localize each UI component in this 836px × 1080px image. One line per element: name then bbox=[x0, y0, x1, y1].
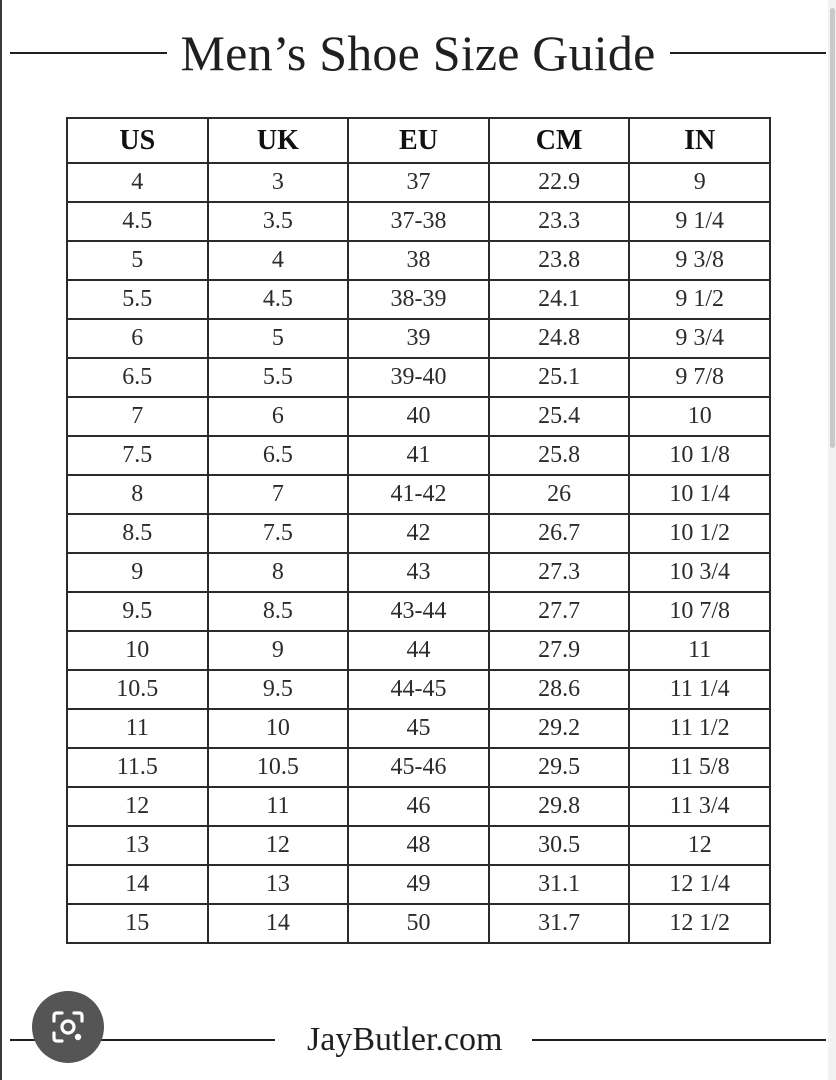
cell-in: 12 1/2 bbox=[629, 904, 770, 943]
cell-cm: 26.7 bbox=[489, 514, 630, 553]
cell-in: 12 bbox=[629, 826, 770, 865]
cell-cm: 23.8 bbox=[489, 241, 630, 280]
cell-eu: 46 bbox=[348, 787, 489, 826]
cell-eu: 42 bbox=[348, 514, 489, 553]
cell-uk: 7 bbox=[208, 475, 349, 514]
cell-uk: 9 bbox=[208, 631, 349, 670]
table-row bbox=[67, 670, 770, 709]
cell-cm: 25.1 bbox=[489, 358, 630, 397]
cell-cm: 29.5 bbox=[489, 748, 630, 787]
cell-us: 5 bbox=[67, 241, 208, 280]
cell-uk: 8.5 bbox=[208, 592, 349, 631]
table-body bbox=[67, 163, 770, 943]
cell-in: 9 3/8 bbox=[629, 241, 770, 280]
cell-in: 11 1/4 bbox=[629, 670, 770, 709]
cell-in: 11 5/8 bbox=[629, 748, 770, 787]
page-border bbox=[0, 0, 2, 1080]
cell-us: 10.5 bbox=[67, 670, 208, 709]
cell-eu: 38 bbox=[348, 241, 489, 280]
cell-in: 9 7/8 bbox=[629, 358, 770, 397]
cell-cm: 29.2 bbox=[489, 709, 630, 748]
cell-us: 12 bbox=[67, 787, 208, 826]
cell-cm: 31.7 bbox=[489, 904, 630, 943]
cell-us: 11.5 bbox=[67, 748, 208, 787]
cell-uk: 3.5 bbox=[208, 202, 349, 241]
size-table bbox=[66, 117, 771, 944]
cell-in: 9 3/4 bbox=[629, 319, 770, 358]
cell-cm: 24.1 bbox=[489, 280, 630, 319]
cell-uk: 4 bbox=[208, 241, 349, 280]
cell-in: 10 1/4 bbox=[629, 475, 770, 514]
cell-eu: 48 bbox=[348, 826, 489, 865]
cell-us: 7 bbox=[67, 397, 208, 436]
table-row bbox=[67, 280, 770, 319]
table-row bbox=[67, 202, 770, 241]
cell-eu: 40 bbox=[348, 397, 489, 436]
cell-uk: 14 bbox=[208, 904, 349, 943]
visual-search-lens-icon bbox=[48, 1007, 88, 1047]
cell-in: 9 bbox=[629, 163, 770, 202]
cell-in: 10 bbox=[629, 397, 770, 436]
title-row bbox=[10, 20, 826, 86]
table-row bbox=[67, 631, 770, 670]
cell-us: 13 bbox=[67, 826, 208, 865]
cell-eu: 41 bbox=[348, 436, 489, 475]
table-row bbox=[67, 826, 770, 865]
cell-cm: 30.5 bbox=[489, 826, 630, 865]
cell-cm: 23.3 bbox=[489, 202, 630, 241]
cell-cm: 31.1 bbox=[489, 865, 630, 904]
cell-eu: 44-45 bbox=[348, 670, 489, 709]
cell-uk: 6 bbox=[208, 397, 349, 436]
cell-uk: 7.5 bbox=[208, 514, 349, 553]
cell-cm: 25.8 bbox=[489, 436, 630, 475]
cell-eu: 39-40 bbox=[348, 358, 489, 397]
scrollbar[interactable] bbox=[828, 0, 836, 1080]
cell-uk: 5 bbox=[208, 319, 349, 358]
cell-uk: 8 bbox=[208, 553, 349, 592]
cell-eu: 41-42 bbox=[348, 475, 489, 514]
cell-uk: 10.5 bbox=[208, 748, 349, 787]
table-row bbox=[67, 241, 770, 280]
cell-in: 11 bbox=[629, 631, 770, 670]
cell-us: 9 bbox=[67, 553, 208, 592]
title-rule-right bbox=[670, 52, 827, 54]
cell-cm: 24.8 bbox=[489, 319, 630, 358]
cell-in: 10 1/8 bbox=[629, 436, 770, 475]
cell-eu: 44 bbox=[348, 631, 489, 670]
cell-in: 11 1/2 bbox=[629, 709, 770, 748]
cell-us: 4.5 bbox=[67, 202, 208, 241]
cell-us: 15 bbox=[67, 904, 208, 943]
cell-eu: 45-46 bbox=[348, 748, 489, 787]
cell-cm: 27.9 bbox=[489, 631, 630, 670]
cell-cm: 22.9 bbox=[489, 163, 630, 202]
table-row bbox=[67, 748, 770, 787]
cell-eu: 37-38 bbox=[348, 202, 489, 241]
cell-eu: 43 bbox=[348, 553, 489, 592]
table-row bbox=[67, 787, 770, 826]
table-row bbox=[67, 865, 770, 904]
table-row bbox=[67, 592, 770, 631]
table-row bbox=[67, 436, 770, 475]
cell-us: 6 bbox=[67, 319, 208, 358]
footer-rule-right bbox=[532, 1039, 826, 1041]
cell-us: 5.5 bbox=[67, 280, 208, 319]
column-header-uk: UK bbox=[208, 118, 349, 163]
column-header-cm: CM bbox=[489, 118, 630, 163]
cell-in: 12 1/4 bbox=[629, 865, 770, 904]
table-row bbox=[67, 553, 770, 592]
column-header-eu: EU bbox=[348, 118, 489, 163]
cell-in: 10 1/2 bbox=[629, 514, 770, 553]
cell-us: 4 bbox=[67, 163, 208, 202]
title-rule-left bbox=[10, 52, 167, 54]
footer-row bbox=[10, 1016, 826, 1064]
table-header-row bbox=[67, 118, 770, 163]
cell-eu: 43-44 bbox=[348, 592, 489, 631]
cell-us: 6.5 bbox=[67, 358, 208, 397]
table-row bbox=[67, 319, 770, 358]
table-row bbox=[67, 163, 770, 202]
cell-uk: 3 bbox=[208, 163, 349, 202]
cell-cm: 26 bbox=[489, 475, 630, 514]
cell-eu: 39 bbox=[348, 319, 489, 358]
cell-eu: 50 bbox=[348, 904, 489, 943]
cell-us: 11 bbox=[67, 709, 208, 748]
cell-cm: 29.8 bbox=[489, 787, 630, 826]
cell-in: 9 1/2 bbox=[629, 280, 770, 319]
table-row bbox=[67, 475, 770, 514]
cell-uk: 10 bbox=[208, 709, 349, 748]
cell-uk: 9.5 bbox=[208, 670, 349, 709]
cell-uk: 4.5 bbox=[208, 280, 349, 319]
cell-cm: 25.4 bbox=[489, 397, 630, 436]
cell-us: 10 bbox=[67, 631, 208, 670]
table-row bbox=[67, 514, 770, 553]
cell-in: 11 3/4 bbox=[629, 787, 770, 826]
cell-uk: 11 bbox=[208, 787, 349, 826]
cell-in: 10 7/8 bbox=[629, 592, 770, 631]
cell-eu: 37 bbox=[348, 163, 489, 202]
visual-search-button[interactable] bbox=[32, 991, 104, 1063]
table-row bbox=[67, 358, 770, 397]
page-title: Men’s Shoe Size Guide bbox=[180, 25, 656, 81]
cell-us: 7.5 bbox=[67, 436, 208, 475]
table-row bbox=[67, 709, 770, 748]
cell-cm: 28.6 bbox=[489, 670, 630, 709]
scrollbar-thumb[interactable] bbox=[830, 8, 835, 448]
cell-us: 8 bbox=[67, 475, 208, 514]
table-row bbox=[67, 397, 770, 436]
cell-in: 10 3/4 bbox=[629, 553, 770, 592]
cell-eu: 45 bbox=[348, 709, 489, 748]
cell-cm: 27.3 bbox=[489, 553, 630, 592]
table-row bbox=[67, 904, 770, 943]
cell-us: 14 bbox=[67, 865, 208, 904]
cell-uk: 13 bbox=[208, 865, 349, 904]
cell-in: 9 1/4 bbox=[629, 202, 770, 241]
cell-uk: 6.5 bbox=[208, 436, 349, 475]
column-header-in: IN bbox=[629, 118, 770, 163]
cell-uk: 5.5 bbox=[208, 358, 349, 397]
cell-us: 8.5 bbox=[67, 514, 208, 553]
cell-uk: 12 bbox=[208, 826, 349, 865]
cell-eu: 49 bbox=[348, 865, 489, 904]
column-header-us: US bbox=[67, 118, 208, 163]
cell-us: 9.5 bbox=[67, 592, 208, 631]
cell-cm: 27.7 bbox=[489, 592, 630, 631]
cell-eu: 38-39 bbox=[348, 280, 489, 319]
footer-site-name: JayButler.com bbox=[307, 1021, 503, 1058]
